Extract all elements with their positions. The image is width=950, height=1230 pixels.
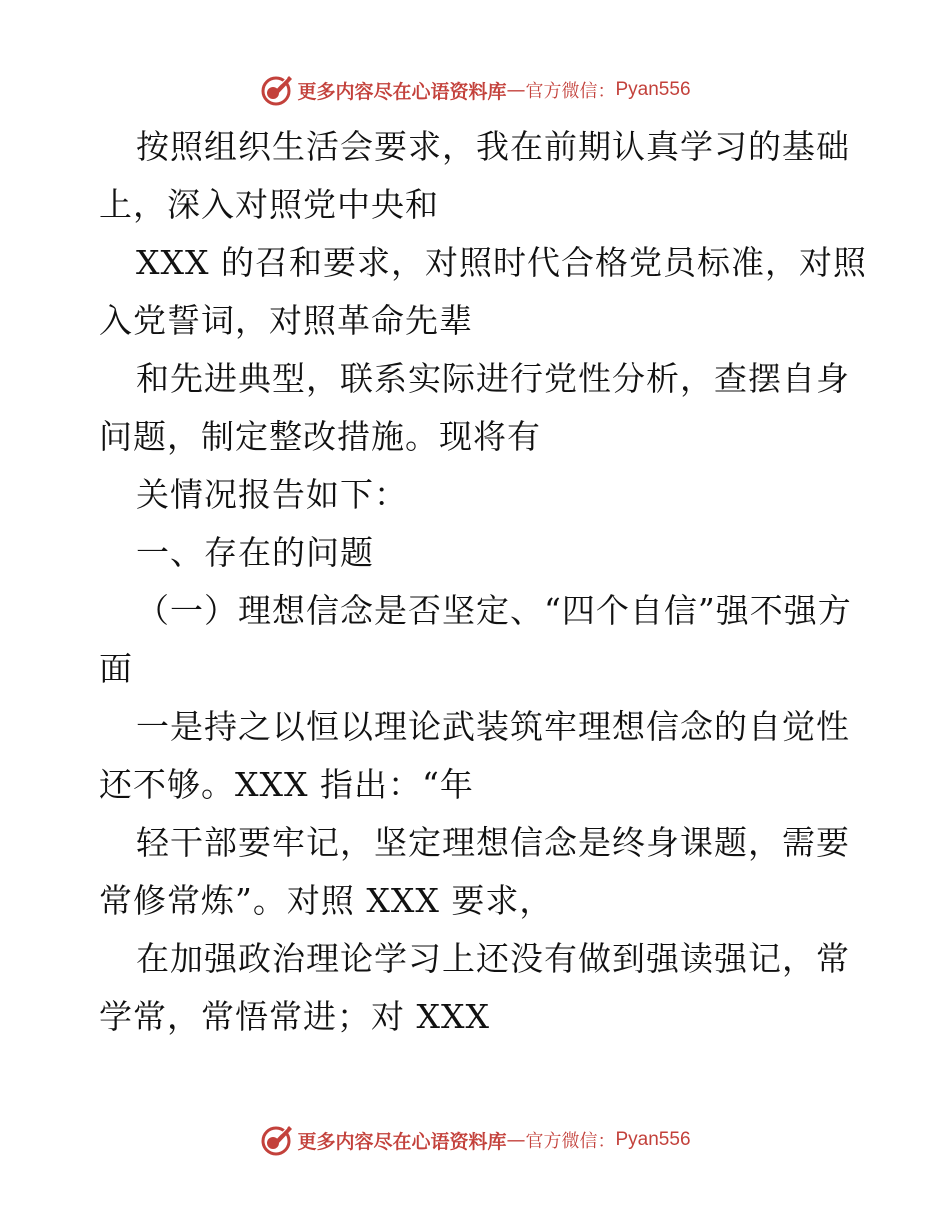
banner-wechat-label: 官方微信： xyxy=(525,81,616,102)
banner-wechat-id: Pyan556 xyxy=(615,79,691,100)
document-line: 关情况报告如下： xyxy=(136,475,408,514)
section-heading: 一、存在的问题 xyxy=(136,533,374,572)
banner-wechat-id: Pyan556 xyxy=(615,1129,691,1150)
document-line: 入党誓词，对照革命先辈 xyxy=(99,301,473,340)
document-line: 常修常炼”。对照 XXX 要求， xyxy=(99,881,554,920)
banner-separator: — xyxy=(506,79,526,101)
document-line: 还不够。XXX 指出：“年 xyxy=(99,765,474,804)
document-line: XXX 的召和要求，对照时代合格党员标准，对照 xyxy=(136,243,867,282)
document-line: 问题，制定整改措施。现将有 xyxy=(99,417,541,456)
header-banner xyxy=(0,70,950,110)
document-line: 上，深入对照党中央和 xyxy=(99,185,439,224)
subsection-heading: （一）理想信念是否坚定、“四个自信”强不强方 xyxy=(136,591,852,630)
quill-logo-icon xyxy=(259,73,293,107)
document-line: 轻干部要牢记，坚定理想信念是终身课题，需要 xyxy=(136,823,850,862)
document-line: 在加强政治理论学习上还没有做到强读强记，常 xyxy=(136,939,850,978)
document-line: 和先进典型，联系实际进行党性分析，查摆自身 xyxy=(136,359,850,398)
banner-separator: — xyxy=(506,1129,526,1151)
subsection-heading-continued: 面 xyxy=(99,649,133,688)
document-line: 按照组织生活会要求，我在前期认真学习的基础 xyxy=(136,127,850,166)
banner-slogan: 更多内容尽在心语资料库 xyxy=(297,80,507,103)
document-body xyxy=(99,118,867,1046)
footer-banner xyxy=(0,1120,950,1160)
banner-slogan: 更多内容尽在心语资料库 xyxy=(297,1130,507,1153)
quill-logo-icon xyxy=(259,1123,293,1157)
document-line: 学常，常悟常进；对 XXX xyxy=(99,997,490,1036)
banner-wechat-label: 官方微信： xyxy=(525,1131,616,1152)
document-line: 一是持之以恒以理论武装筑牢理想信念的自觉性 xyxy=(136,707,850,746)
